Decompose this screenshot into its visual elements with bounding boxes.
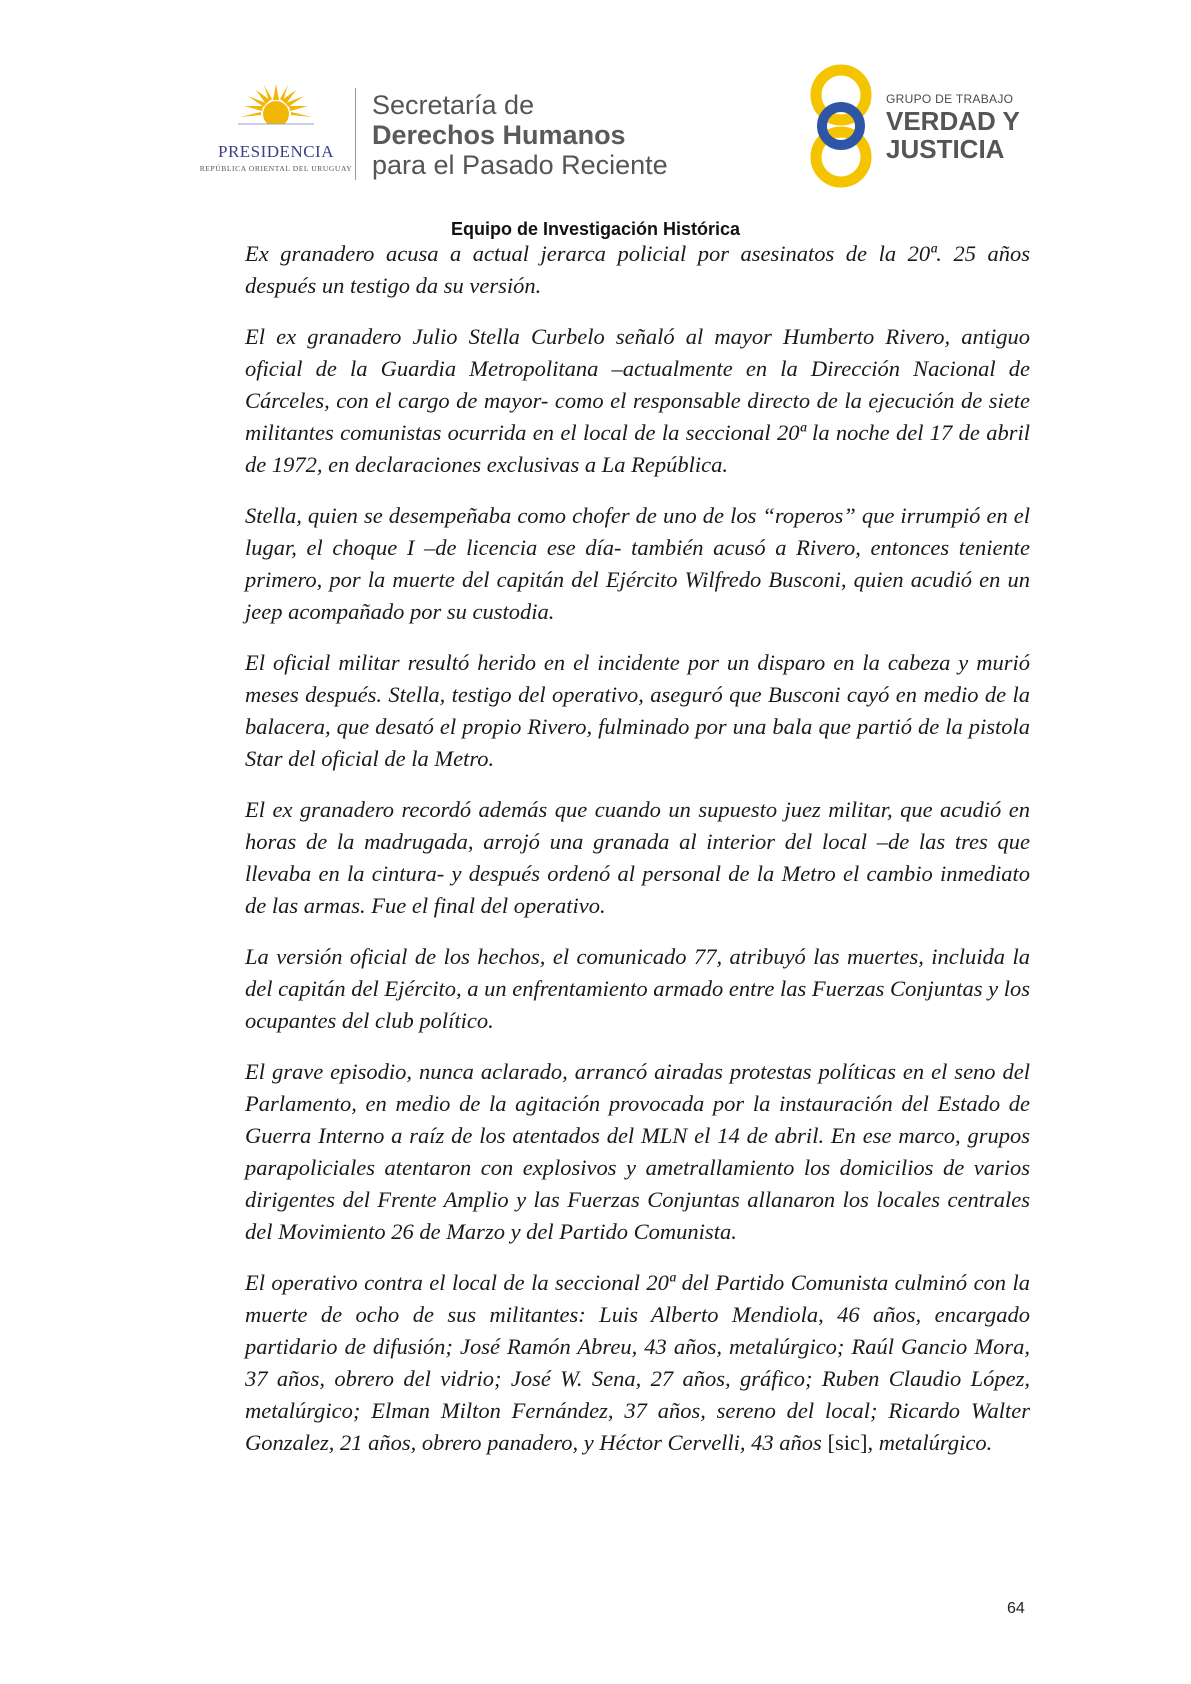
paragraph-2: El ex granadero Julio Stella Curbelo señaló al mayor Humberto Rivero, antiguo oficial de la Guardia Metropolitana –actualmente en la Dirección Nacional de Cárceles, con el cargo de mayor- como el responsable directo de la ejecución de siete militantes comunistas ocurrida en el local de la seccional 20ª la noche del 17 de abril de 1972, en declaraciones exclusivas a La República.: [245, 324, 1030, 477]
paragraph-8-main: El operativo contra el local de la seccional 20ª del Partido Comunista culminó con la muerte de ocho de sus militantes: Luis Alberto Mendiola, 46 años, encargado partidario de difusión; José Ramón Abreu, 43 años, metalúrgico; Raúl Gancio Mora, 37 años, obrero del vidrio; José W. Sena, 27 años, gráfico; Ruben Claudio López, metalúrgico; Elman Milton Fernández, 37 años, sereno del local; Ricardo Walter Gonzalez, 21 años, obrero panadero, y Héctor Cervelli, 43 años: [245, 1270, 1030, 1455]
paragraph-8: [245, 1267, 1030, 1459]
paragraph-3: Stella, quien se desempeñaba como chofer de uno de los “roperos” que irrumpió en el lugar, el choque I –de licencia ese día- también acusó a Rivero, entonces teniente primero, por la muerte del capitán del Ejército Wilfredo Busconi, quien acudió en un jeep acompañado por su custodia.: [245, 503, 1030, 624]
paragraph-6: La versión oficial de los hechos, el comunicado 77, atribuyó las muertes, incluida la del capitán del Ejército, a un enfrentamiento armado entre las Fuerzas Conjuntas y los ocupantes del club político.: [245, 944, 1030, 1033]
presidencia-subtitle: REPÚBLICA ORIENTAL DEL URUGUAY: [199, 164, 353, 173]
linked-rings-icon: [806, 60, 886, 190]
header-divider: [355, 88, 356, 180]
paragraph-5: El ex granadero recordó además que cuando un supuesto juez militar, que acudió en horas de la madrugada, arrojó una granada al interior del local –de las tres que llevaba en la cintura- y después ordenó al personal de la Metro el cambio inmediato de las armas. Fue el final del operativo.: [245, 797, 1030, 918]
paragraph-1: Ex granadero acusa a actual jerarca policial por asesinatos de la 20ª. 25 años después un testigo da su versión.: [245, 241, 1030, 298]
grupo-line-3: JUSTICIA: [886, 134, 1005, 164]
grupo-verdad-justicia-logo: [806, 60, 1026, 190]
document-body: [245, 238, 1030, 1478]
page-number: 64: [1007, 1600, 1025, 1617]
paragraph-8-end: , metalúrgico.: [867, 1430, 993, 1455]
presidencia-logo: [196, 84, 356, 184]
paragraph-7: El grave episodio, nunca aclarado, arrancó airadas protestas políticas en el seno del Parlamento, en medio de la agitación provocada por la instauración del Estado de Guerra Interno a raíz de los atentados del MLN el 14 de abril. En ese marco, grupos parapoliciales atentaron con explosivos y ametrallamiento los domicilios de varios dirigentes del Frente Amplio y las Fuerzas Conjuntas allanaron los locales centrales del Movimiento 26 de Marzo y del Partido Comunista.: [245, 1059, 1030, 1244]
grupo-line-1: GRUPO DE TRABAJO: [886, 92, 1014, 106]
team-heading: Equipo de Investigación Histórica: [450, 219, 741, 239]
sic-note: [sic]: [827, 1430, 868, 1455]
grupo-line-2: VERDAD Y: [886, 106, 1020, 136]
secretaria-line-2: Derechos Humanos: [372, 120, 626, 150]
paragraph-4: El oficial militar resultó herido en el incidente por un disparo en la cabeza y murió meses después. Stella, testigo del operativo, aseguró que Busconi cayó en medio de la balacera, que desató el propio Rivero, fulminado por una bala que partió de la pistola Star del oficial de la Metro.: [245, 650, 1030, 771]
secretaria-title: [372, 90, 668, 180]
sun-emblem-icon: [236, 84, 316, 144]
secretaria-line-1: Secretaría de: [372, 90, 535, 120]
presidencia-name: PRESIDENCIA: [217, 142, 334, 161]
secretaria-line-3: para el Pasado Reciente: [372, 150, 668, 180]
